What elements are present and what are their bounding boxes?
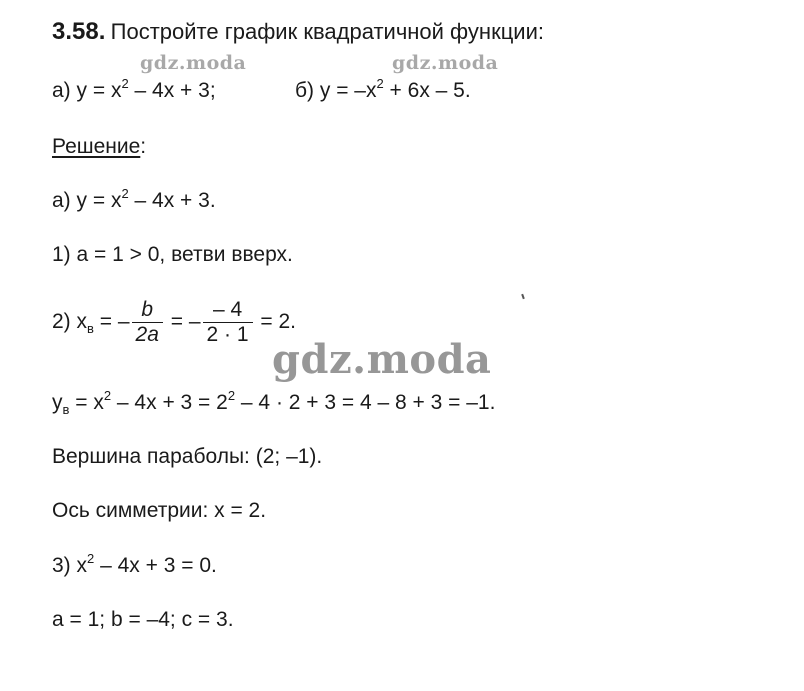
solution-coefficients: a = 1; b = –4; c = 3. (52, 608, 234, 631)
solution-step-2: 2) $x_в$ = – $\frac{b}{2a}$ = – $\frac{- 4}{2 \cdot 1}$ = 2. (52, 298, 297, 347)
part-b: б) $y = -x^2 + 6x - 5$. (295, 76, 471, 102)
problem-header (52, 20, 544, 44)
solution-step-3: 3) $x^2 - 4x + 3 = 0$. (52, 551, 217, 577)
solution-vertex: Вершина параболы: (2; –1). (52, 445, 323, 468)
problem-parts (52, 76, 216, 102)
solution-yv: $y_в = x^2 - 4x + 3 = 2^2 - 4 \cdot 2 + 3 = 4 - 8 + 3 = -1$. (52, 388, 496, 417)
problem-number: 3.58. (52, 18, 106, 45)
problem-statement: Постройте график квадратичной функции: (110, 19, 544, 44)
solution-part-a-title: а) $y = x^2 - 4x + 3$. (52, 186, 216, 212)
watermark-small-2: gdz.moda (392, 52, 499, 74)
fraction-minus4-over-2x1: $\frac{- 4}{2 \cdot 1}$ (203, 298, 253, 347)
fraction-b-over-2a: $\frac{b}{2a}$ (132, 298, 163, 347)
watermark-small-1: gdz.moda (140, 52, 247, 74)
solution-axis: Ось симметрии: x = 2. (52, 499, 267, 522)
part-a: а) $y = x^2 - 4x + 3$; (52, 76, 216, 102)
solution-heading: Решение: (52, 135, 147, 158)
watermark-large: gdz.moda (272, 336, 492, 383)
stray-mark (521, 294, 525, 299)
solution-step-1: 1) a = 1 > 0, ветви вверх. (52, 243, 293, 266)
